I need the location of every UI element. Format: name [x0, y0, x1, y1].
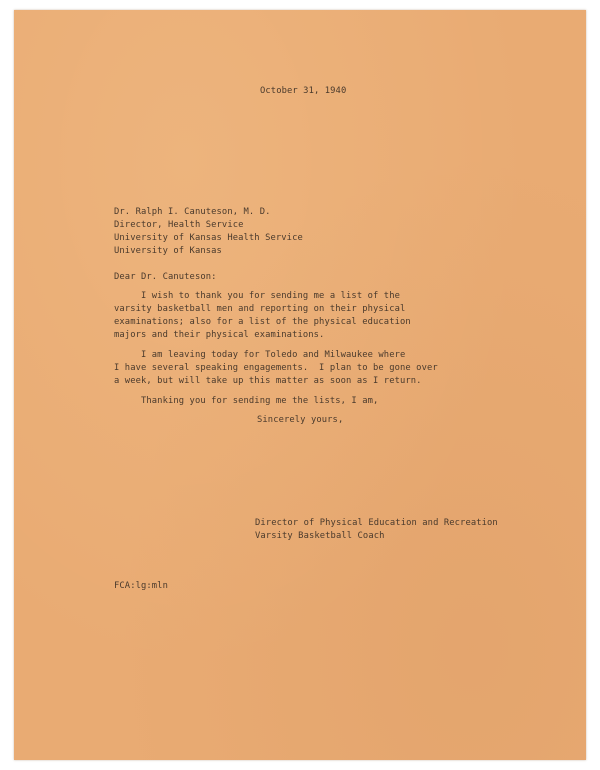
- body-paragraph-3: Thanking you for sending me the lists, I am,: [114, 396, 379, 406]
- closing: Sincerely yours,: [257, 415, 344, 425]
- recipient-name: Dr. Ralph I. Canuteson, M. D.: [114, 207, 271, 217]
- letter-page: [14, 10, 586, 760]
- recipient-institution: University of Kansas: [114, 246, 222, 256]
- recipient-title: Director, Health Service: [114, 220, 244, 230]
- paragraph-line: a week, but will take up this matter as soon as I return.: [114, 376, 422, 386]
- signature-title-2: Varsity Basketball Coach: [255, 531, 385, 541]
- paragraph-line: majors and their physical examinations.: [114, 330, 325, 340]
- paragraph-line: I am leaving today for Toledo and Milwaukee where: [114, 350, 406, 360]
- paragraph-line: I wish to thank you for sending me a list of the: [114, 291, 400, 301]
- signature-title-1: Director of Physical Education and Recreation: [255, 518, 498, 528]
- paragraph-line: examinations; also for a list of the physical education: [114, 317, 411, 327]
- paragraph-line: I have several speaking engagements. I plan to be gone over: [114, 363, 438, 373]
- letter-date: October 31, 1940: [260, 86, 347, 96]
- recipient-organization: University of Kansas Health Service: [114, 233, 303, 243]
- paragraph-line: varsity basketball men and reporting on their physical: [114, 304, 406, 314]
- reference-initials: FCA:lg:mln: [114, 581, 168, 591]
- salutation: Dear Dr. Canuteson:: [114, 272, 217, 282]
